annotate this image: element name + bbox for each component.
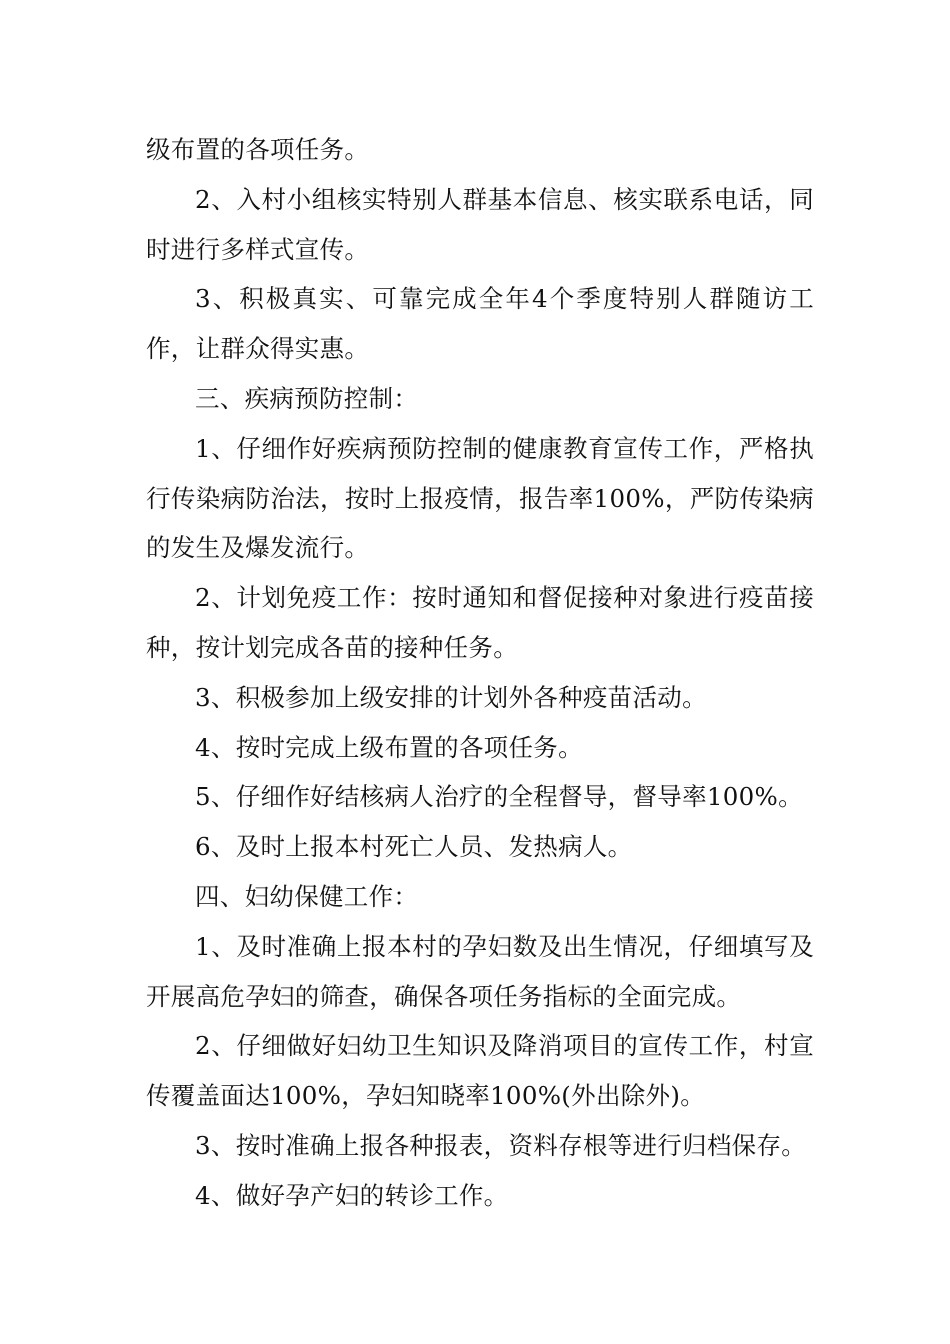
paragraph-5-tuberculosis: 5、仔细作好结核病人治疗的全程督导，督导率100%。 <box>195 782 803 812</box>
paragraph-3-reports-archive: 3、按时准确上报各种报表，资料存根等进行归档保存。 <box>195 1130 807 1160</box>
paragraph-2-hygiene-publicity: 2、仔细做好妇幼卫生知识及降消项目的宣传工作，村宣传覆盖面达100%，孕妇知晓率100%(外出除外)。 <box>146 1031 814 1111</box>
paragraph-3-vaccine-activities: 3、积极参加上级安排的计划外各种疫苗活动。 <box>195 682 707 712</box>
paragraph-continuation: 级布置的各项任务。 <box>146 135 370 164</box>
paragraph-2-immunization: 2、计划免疫工作：按时通知和督促接种对象进行疫苗接种，按计划完成各苗的接种任务。 <box>146 583 814 662</box>
paragraph-6-report-deaths: 6、及时上报本村死亡人员、发热病人。 <box>195 832 633 862</box>
paragraph-4-referral: 4、做好孕产妇的转诊工作。 <box>195 1180 509 1210</box>
paragraph-4-tasks: 4、按时完成上级布置的各项任务。 <box>195 732 583 762</box>
section-heading-disease-prevention: 三、疾病预防控制： <box>195 383 419 413</box>
paragraph-2-verify-info: 2、入村小组核实特别人群基本信息、核实联系电话，同时进行多样式宣传。 <box>146 184 814 264</box>
paragraph-1-health-education: 1、仔细作好疾病预防控制的健康教育宣传工作，严格执行传染病防治法，按时上报疫情，报告率100%，严防传染病的发生及爆发流行。 <box>146 433 814 563</box>
document-page <box>146 125 814 1221</box>
paragraph-3-followup: 3、积极真实、可靠完成全年4个季度特别人群随访工作，让群众得实惠。 <box>146 284 814 364</box>
section-heading-maternal-child: 四、妇幼保健工作： <box>195 881 419 911</box>
paragraph-1-pregnancy-report: 1、及时准确上报本村的孕妇数及出生情况，仔细填写及开展高危孕妇的筛查，确保各项任务指标的全面完成。 <box>146 931 814 1011</box>
